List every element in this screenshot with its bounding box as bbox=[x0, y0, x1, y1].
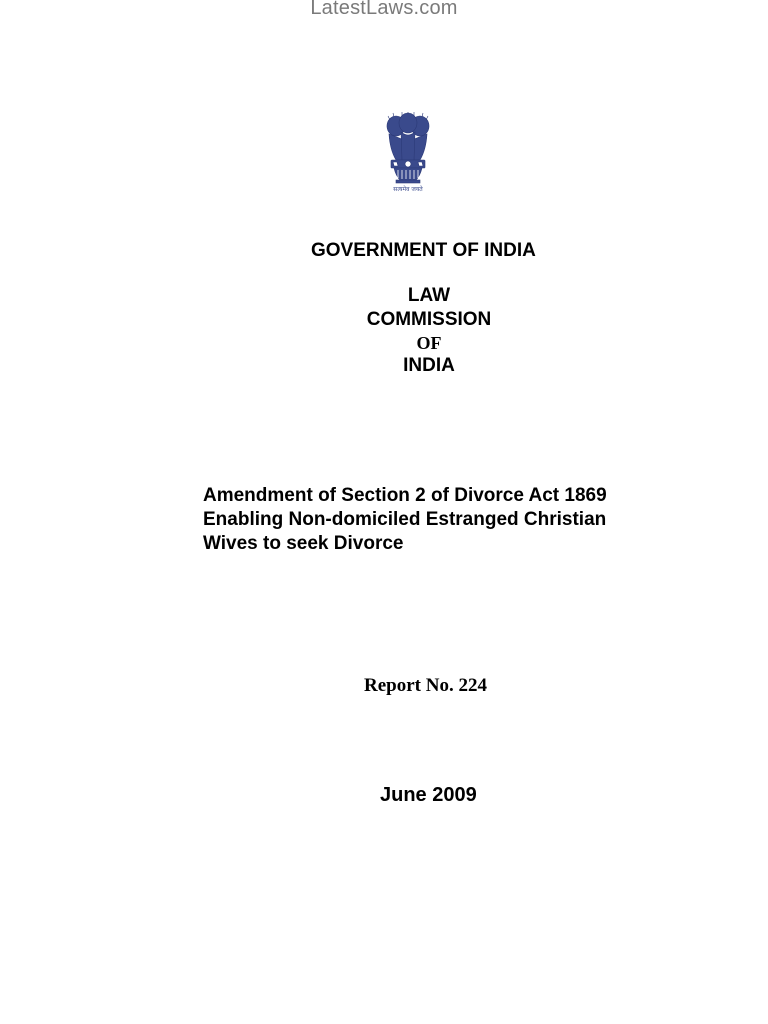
report-number: Report No. 224 bbox=[364, 675, 487, 696]
government-heading: GOVERNMENT OF INDIA bbox=[311, 240, 536, 261]
subject-line-2: Enabling Non-domiciled Estranged Christian bbox=[203, 509, 607, 530]
watermark-text: LatestLaws.com bbox=[310, 0, 458, 19]
report-subject bbox=[203, 484, 653, 556]
subject-line-3: Wives to seek Divorce bbox=[203, 533, 404, 554]
report-date: June 2009 bbox=[380, 784, 477, 806]
commission-line-law: LAW bbox=[407, 285, 451, 306]
emblem-motto: सत्यमेव जयते bbox=[393, 186, 423, 193]
ashoka-emblem-icon bbox=[382, 112, 434, 196]
subject-line-1: Amendment of Section 2 of Divorce Act 1869 bbox=[203, 485, 607, 506]
commission-line-india: INDIA bbox=[403, 355, 455, 376]
commission-line-commission: COMMISSION bbox=[366, 309, 492, 330]
commission-line-of: OF bbox=[416, 333, 442, 353]
